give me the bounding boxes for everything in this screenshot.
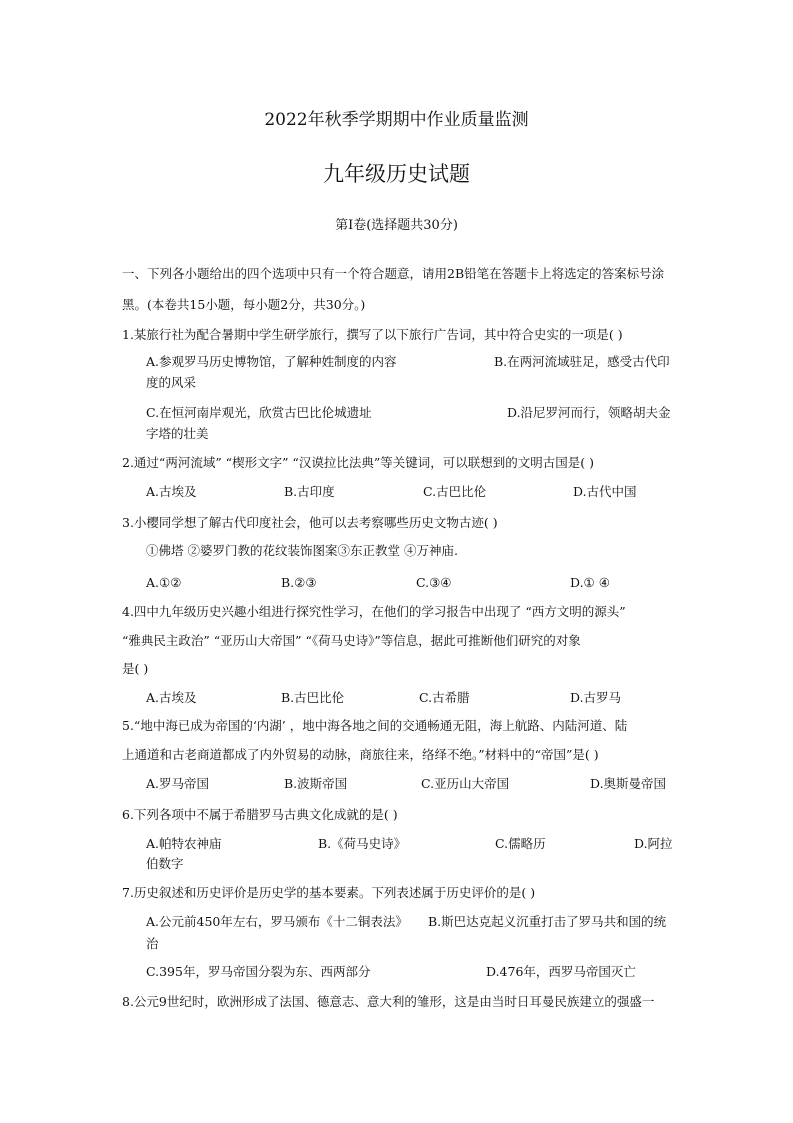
question-1-stem: 1.某旅行社为配合暑期中学生研学旅行，撰写了以下旅行广告词，其中符合史实的一项是( )	[122, 327, 623, 342]
question-4-line-1: 4.四中九年级历史兴趣小组进行探究性学习，在他们的学习报告中出现了 “西方文明的源头”	[122, 604, 626, 619]
question-3-option-b: B.②③	[281, 575, 317, 590]
question-4-line-3: 是( )	[122, 661, 149, 676]
instructions-line-1: 一、下列各小题给出的四个选项中只有一个符合题意，请用2B铅笔在答题卡上将选定的答案标号涂	[122, 266, 665, 281]
question-2-option-b: B.古印度	[284, 484, 335, 499]
question-2-option-a: A.古埃及	[146, 484, 197, 499]
question-4-line-2: “雅典民主政治” “亚历山大帝国” “《荷马史诗》”等信息，据此可推断他们研究的对象	[122, 633, 581, 648]
question-5-line-1: 5.“地中海已成为帝国的‘内湖’ ，地中海各地之间的交通畅通无阻，海上航路、内陆河道、陆	[122, 718, 628, 733]
question-7-option-d: D.476年，西罗马帝国灭亡	[486, 964, 636, 979]
question-7-option-a: A.公元前450年左右，罗马颁布《十二铜表法》	[146, 914, 408, 929]
question-4-option-b: B.古巴比伦	[281, 690, 345, 705]
exam-title: 2022年秋季学期期中作业质量监测	[264, 110, 529, 130]
question-2-stem: 2.通过“两河流域” “楔形文字” “汉谟拉比法典”等关键词，可以联想到的文明古国是( )	[122, 455, 594, 470]
question-3-option-d: D.① ④	[570, 575, 610, 590]
question-1-option-c: C.在恒河南岸观光，欣赏古巴比伦城遗址	[146, 405, 372, 420]
question-1-option-a: A.参观罗马历史博物馆，了解种姓制度的内容	[146, 354, 397, 369]
question-8-line-1: 8.公元9世纪时，欧洲形成了法国、德意志、意大利的雏形，这是由当时日耳曼民族建立的强盛一	[122, 994, 655, 1009]
question-1-option-b: B.在两河流域驻足，感受古代印	[494, 354, 670, 369]
question-3-option-a: A.①②	[146, 575, 182, 590]
instructions-line-2: 黑。(本卷共15小题，每小题2分，共30分。)	[122, 297, 366, 312]
question-6-option-c: C.儒略历	[495, 836, 546, 851]
question-4-option-a: A.古埃及	[146, 690, 197, 705]
question-2-option-d: D.古代中国	[573, 484, 637, 499]
question-5-line-2: 上通道和古老商道都成了内外贸易的动脉，商旅往来，络绎不绝。”材料中的“帝国”是( )	[122, 747, 599, 762]
question-5-option-c: C.亚历山大帝国	[421, 776, 510, 791]
question-5-option-a: A.罗马帝国	[146, 776, 210, 791]
section-heading: 第Ⅰ卷(选择题共30分)	[335, 218, 458, 233]
question-2-option-c: C.古巴比伦	[423, 484, 487, 499]
question-5-option-b: B.波斯帝国	[284, 776, 348, 791]
question-4-option-c: C.古希腊	[419, 690, 470, 705]
question-7-stem: 7.历史叙述和历史评价是历史学的基本要素。下列表述属于历史评价的是( )	[122, 885, 536, 900]
question-6-option-a: A.帕特农神庙	[146, 836, 222, 851]
question-4-option-d: D.古罗马	[570, 690, 622, 705]
question-6-stem: 6.下列各项中不属于希腊罗马古典文化成就的是( )	[122, 807, 398, 822]
question-3-stem: 3.小樱同学想了解古代印度社会，他可以去考察哪些历史文物古迹( )	[122, 515, 498, 530]
question-5-option-d: D.奥斯曼帝国	[590, 776, 667, 791]
exam-subtitle: 九年级历史试题	[323, 162, 470, 186]
question-7-option-b: B.斯巴达克起义沉重打击了罗马共和国的统	[428, 914, 667, 929]
question-6-option-d-cont: 伯数字	[146, 856, 184, 871]
question-3-items: ①佛塔 ②婆罗门教的花纹装饰图案③东正教堂 ④万神庙.	[146, 543, 458, 558]
question-6-option-b: B.《荷马史诗》	[318, 836, 407, 851]
question-7-option-c: C.395年，罗马帝国分裂为东、西两部分	[146, 964, 371, 979]
question-1-option-d-cont: 字塔的壮美	[146, 426, 209, 441]
question-1-option-b-cont: 度的风采	[146, 375, 197, 390]
question-6-option-d: D.阿拉	[634, 836, 673, 851]
question-3-option-c: C.③④	[416, 575, 452, 590]
question-7-option-b-cont: 治	[146, 936, 159, 951]
question-1-option-d: D.沿尼罗河而行，领略胡夫金	[507, 405, 671, 420]
